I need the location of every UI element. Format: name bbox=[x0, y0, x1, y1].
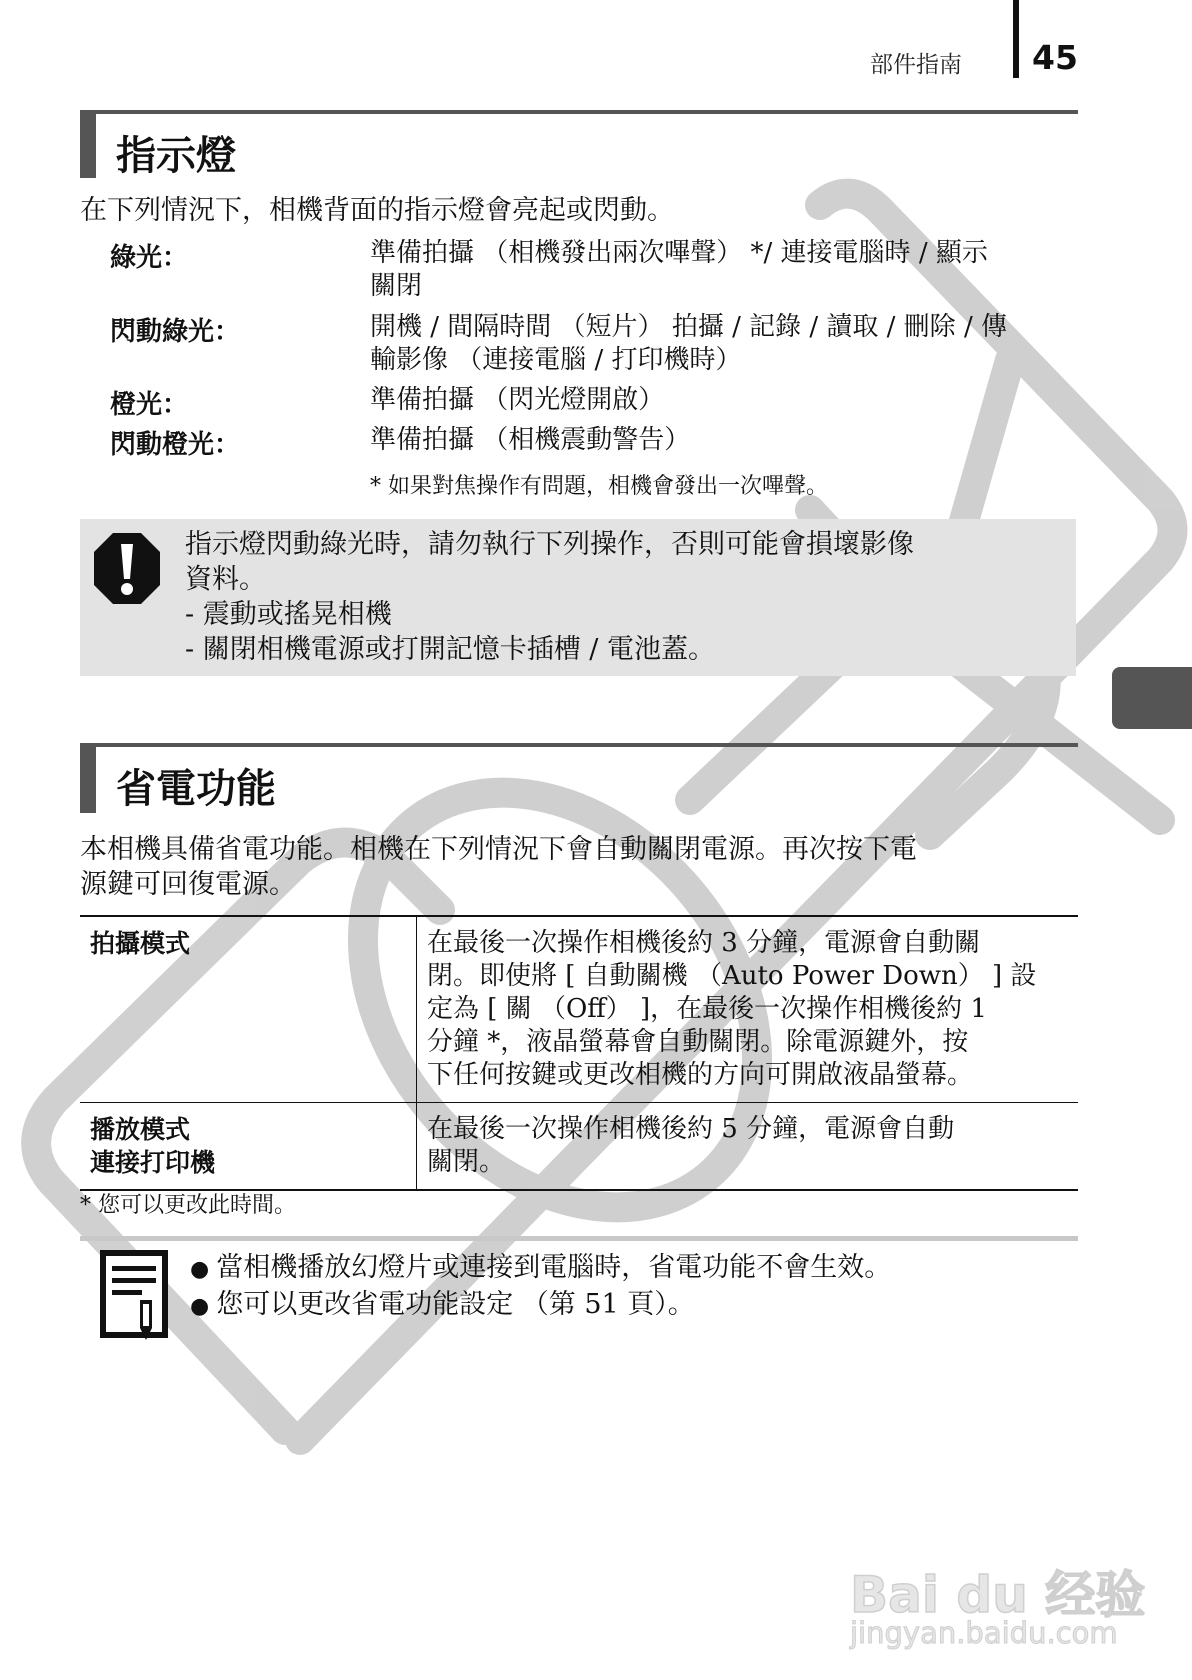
table-row-label bbox=[80, 1103, 417, 1191]
table-row-label bbox=[80, 916, 417, 1103]
indicator-label-green: 綠光： bbox=[110, 243, 189, 273]
power-saving-footnote: * 您可以更改此時間。 bbox=[80, 1193, 296, 1218]
indicator-desc-orange: 準備拍攝 （閃光燈開啟） bbox=[370, 385, 665, 415]
desc-line: 定為 [ 關 （Off） ]，在最後一次操作相機後約 1 bbox=[427, 994, 987, 1024]
power-saving-intro bbox=[80, 832, 917, 902]
caution-line: 指示燈閃動綠光時，請勿執行下列操作，否則可能會損壞影像 bbox=[185, 529, 914, 560]
notes-list bbox=[190, 1250, 891, 1324]
caution-box bbox=[80, 519, 1076, 676]
indicator-intro: 在下列情況下，相機背面的指示燈會亮起或閃動。 bbox=[80, 195, 674, 226]
desc-line: 在最後一次操作相機後約 3 分鐘，電源會自動關 bbox=[427, 928, 981, 958]
desc-line: 準備拍攝 （相機發出兩次嗶聲） */ 連接電腦時 / 顯示 bbox=[370, 238, 988, 268]
power-saving-table bbox=[80, 915, 1078, 1191]
indicator-desc-blinking-green bbox=[370, 311, 1007, 377]
bullet-icon: ● bbox=[190, 1257, 217, 1282]
baidu-url: jingyan.baidu.com bbox=[850, 1616, 1118, 1650]
desc-line: 分鐘 *，液晶螢幕會自動關閉。除電源鍵外，按 bbox=[427, 1027, 969, 1057]
indicator-desc-blinking-orange: 準備拍攝 （相機震動警告） bbox=[370, 425, 691, 455]
note-text: 當相機播放幻燈片或連接到電腦時，省電功能不會生效。 bbox=[216, 1252, 892, 1283]
desc-line: 輸影像 （連接電腦 / 打印機時） bbox=[370, 345, 742, 375]
desc-line: 關閉。 bbox=[427, 1147, 506, 1177]
caution-item: - 關閉相機電源或打開記憶卡插槽 / 電池蓋。 bbox=[185, 634, 715, 665]
intro-line: 本相機具備省電功能。相機在下列情況下會自動關閉電源。再次按下電 bbox=[80, 834, 917, 865]
label-line: 播放模式 bbox=[90, 1115, 191, 1144]
desc-line: 關閉 bbox=[370, 271, 423, 301]
section-title-indicator: 指示燈 bbox=[116, 133, 236, 179]
table-row-desc bbox=[417, 1103, 1079, 1191]
chapter-tab bbox=[1112, 667, 1192, 729]
desc-line: 下任何按鍵或更改相機的方向可開啟液晶螢幕。 bbox=[427, 1060, 974, 1090]
table-row bbox=[80, 916, 1078, 1103]
bullet-icon: ● bbox=[190, 1294, 217, 1319]
table-row-desc bbox=[417, 916, 1079, 1103]
desc-line: 在最後一次操作相機後約 5 分鐘，電源會自動 bbox=[427, 1114, 955, 1144]
intro-line: 源鍵可回復電源。 bbox=[80, 869, 296, 900]
indicator-footnote: * 如果對焦操作有問題，相機會發出一次嗶聲。 bbox=[370, 474, 828, 499]
desc-line: 閉。即使將 [ 自動關機 （Auto Power Down） ] 設 bbox=[427, 961, 1037, 991]
section-side-bar bbox=[80, 743, 96, 813]
header-divider bbox=[1013, 0, 1019, 78]
section-title-power-saving: 省電功能 bbox=[116, 766, 276, 812]
indicator-label-blinking-orange: 閃動橙光： bbox=[110, 430, 241, 460]
list-item bbox=[190, 1250, 891, 1287]
table-row bbox=[80, 1103, 1078, 1191]
page-number: 45 bbox=[1032, 38, 1078, 77]
caution-text bbox=[185, 527, 914, 667]
section-side-bar bbox=[80, 110, 96, 178]
indicator-desc-green bbox=[370, 237, 988, 303]
caution-item: - 震動或搖晃相機 bbox=[185, 599, 392, 630]
indicator-label-orange: 橙光： bbox=[110, 390, 189, 420]
caution-line: 資料。 bbox=[185, 564, 266, 595]
notes-rule bbox=[80, 1236, 1078, 1241]
section-top-rule bbox=[80, 110, 1078, 114]
memo-icon bbox=[100, 1250, 170, 1342]
baidu-logo: Bai du 经验 bbox=[850, 1566, 1146, 1624]
label-line: 連接打印機 bbox=[90, 1148, 216, 1177]
header-section-name: 部件指南 bbox=[870, 52, 962, 78]
label-line: 拍攝模式 bbox=[90, 929, 191, 958]
desc-line: 開機 / 間隔時間 （短片） 拍攝 / 記錄 / 讀取 / 刪除 / 傳 bbox=[370, 312, 1007, 342]
indicator-label-blinking-green: 閃動綠光： bbox=[110, 317, 241, 347]
caution-icon bbox=[92, 531, 162, 606]
section-top-rule bbox=[80, 743, 1078, 747]
note-text: 您可以更改省電功能設定 （第 51 頁）。 bbox=[216, 1289, 695, 1320]
list-item bbox=[190, 1287, 891, 1324]
